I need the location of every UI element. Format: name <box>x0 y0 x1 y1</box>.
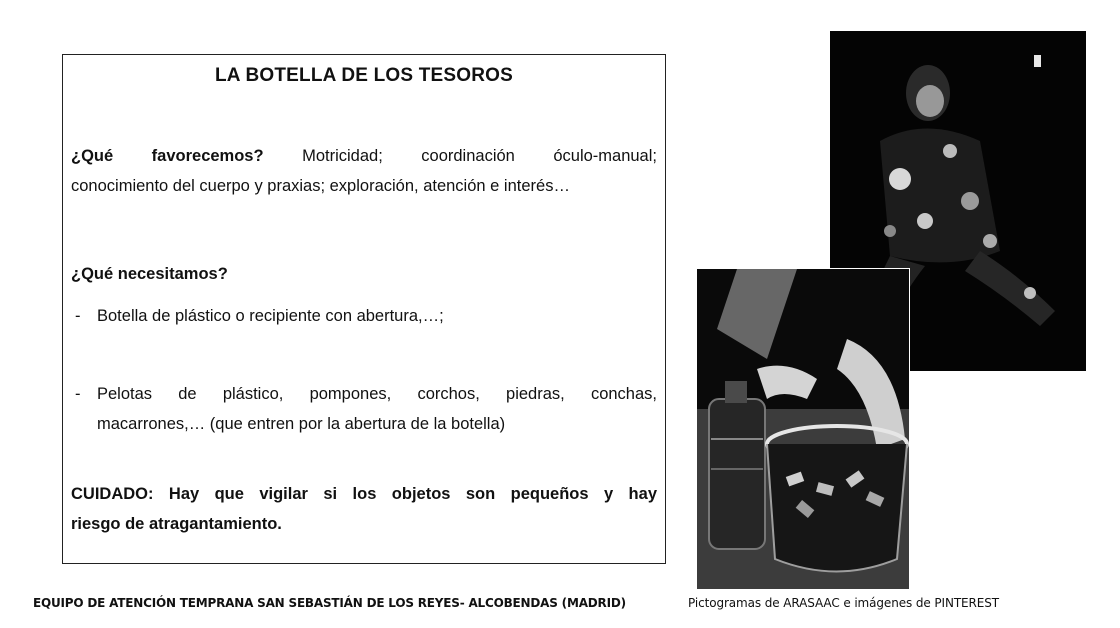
activity-card <box>62 54 666 564</box>
favor-line1: Motricidad; coordinación óculo-manual; <box>302 147 657 165</box>
need-label: ¿Qué necesitamos? <box>71 265 228 283</box>
warning-section <box>71 479 657 539</box>
favor-line2: conocimiento del cuerpo y praxias; exploración, atención e interés… <box>71 177 570 195</box>
favor-section <box>71 141 657 201</box>
list-item-text: Botella de plástico o recipiente con abertura,…; <box>97 307 444 325</box>
list-item-text-2: macarrones,… (que entren por la abertura de la botella) <box>97 415 506 433</box>
card-title: LA BOTELLA DE LOS TESOROS <box>214 65 514 86</box>
bottle-and-corks-image <box>697 269 909 589</box>
list-item: - Botella de plástico o recipiente con abertura,…; <box>71 301 657 331</box>
footer-credit-sources: Pictogramas de ARASAAC e imágenes de PINTEREST <box>688 596 999 610</box>
footer-credit-team: EQUIPO DE ATENCIÓN TEMPRANA SAN SEBASTIÁN DE LOS REYES- ALCOBENDAS (MADRID) <box>33 596 626 610</box>
warning-line2: riesgo de atragantamiento. <box>71 515 282 533</box>
list-item-text: Pelotas de plástico, pompones, corchos, piedras, conchas, <box>97 385 657 403</box>
need-section <box>71 259 657 289</box>
warning-line1: CUIDADO: Hay que vigilar si los objetos son pequeños y hay <box>71 485 657 503</box>
favor-label: ¿Qué favorecemos? <box>71 147 264 165</box>
bottle-and-corks-photo <box>696 268 910 590</box>
list-item: - Pelotas de plástico, pompones, corchos, piedras, conchas, macarrones,… (que entren por la abertura de la botella) <box>71 379 657 439</box>
